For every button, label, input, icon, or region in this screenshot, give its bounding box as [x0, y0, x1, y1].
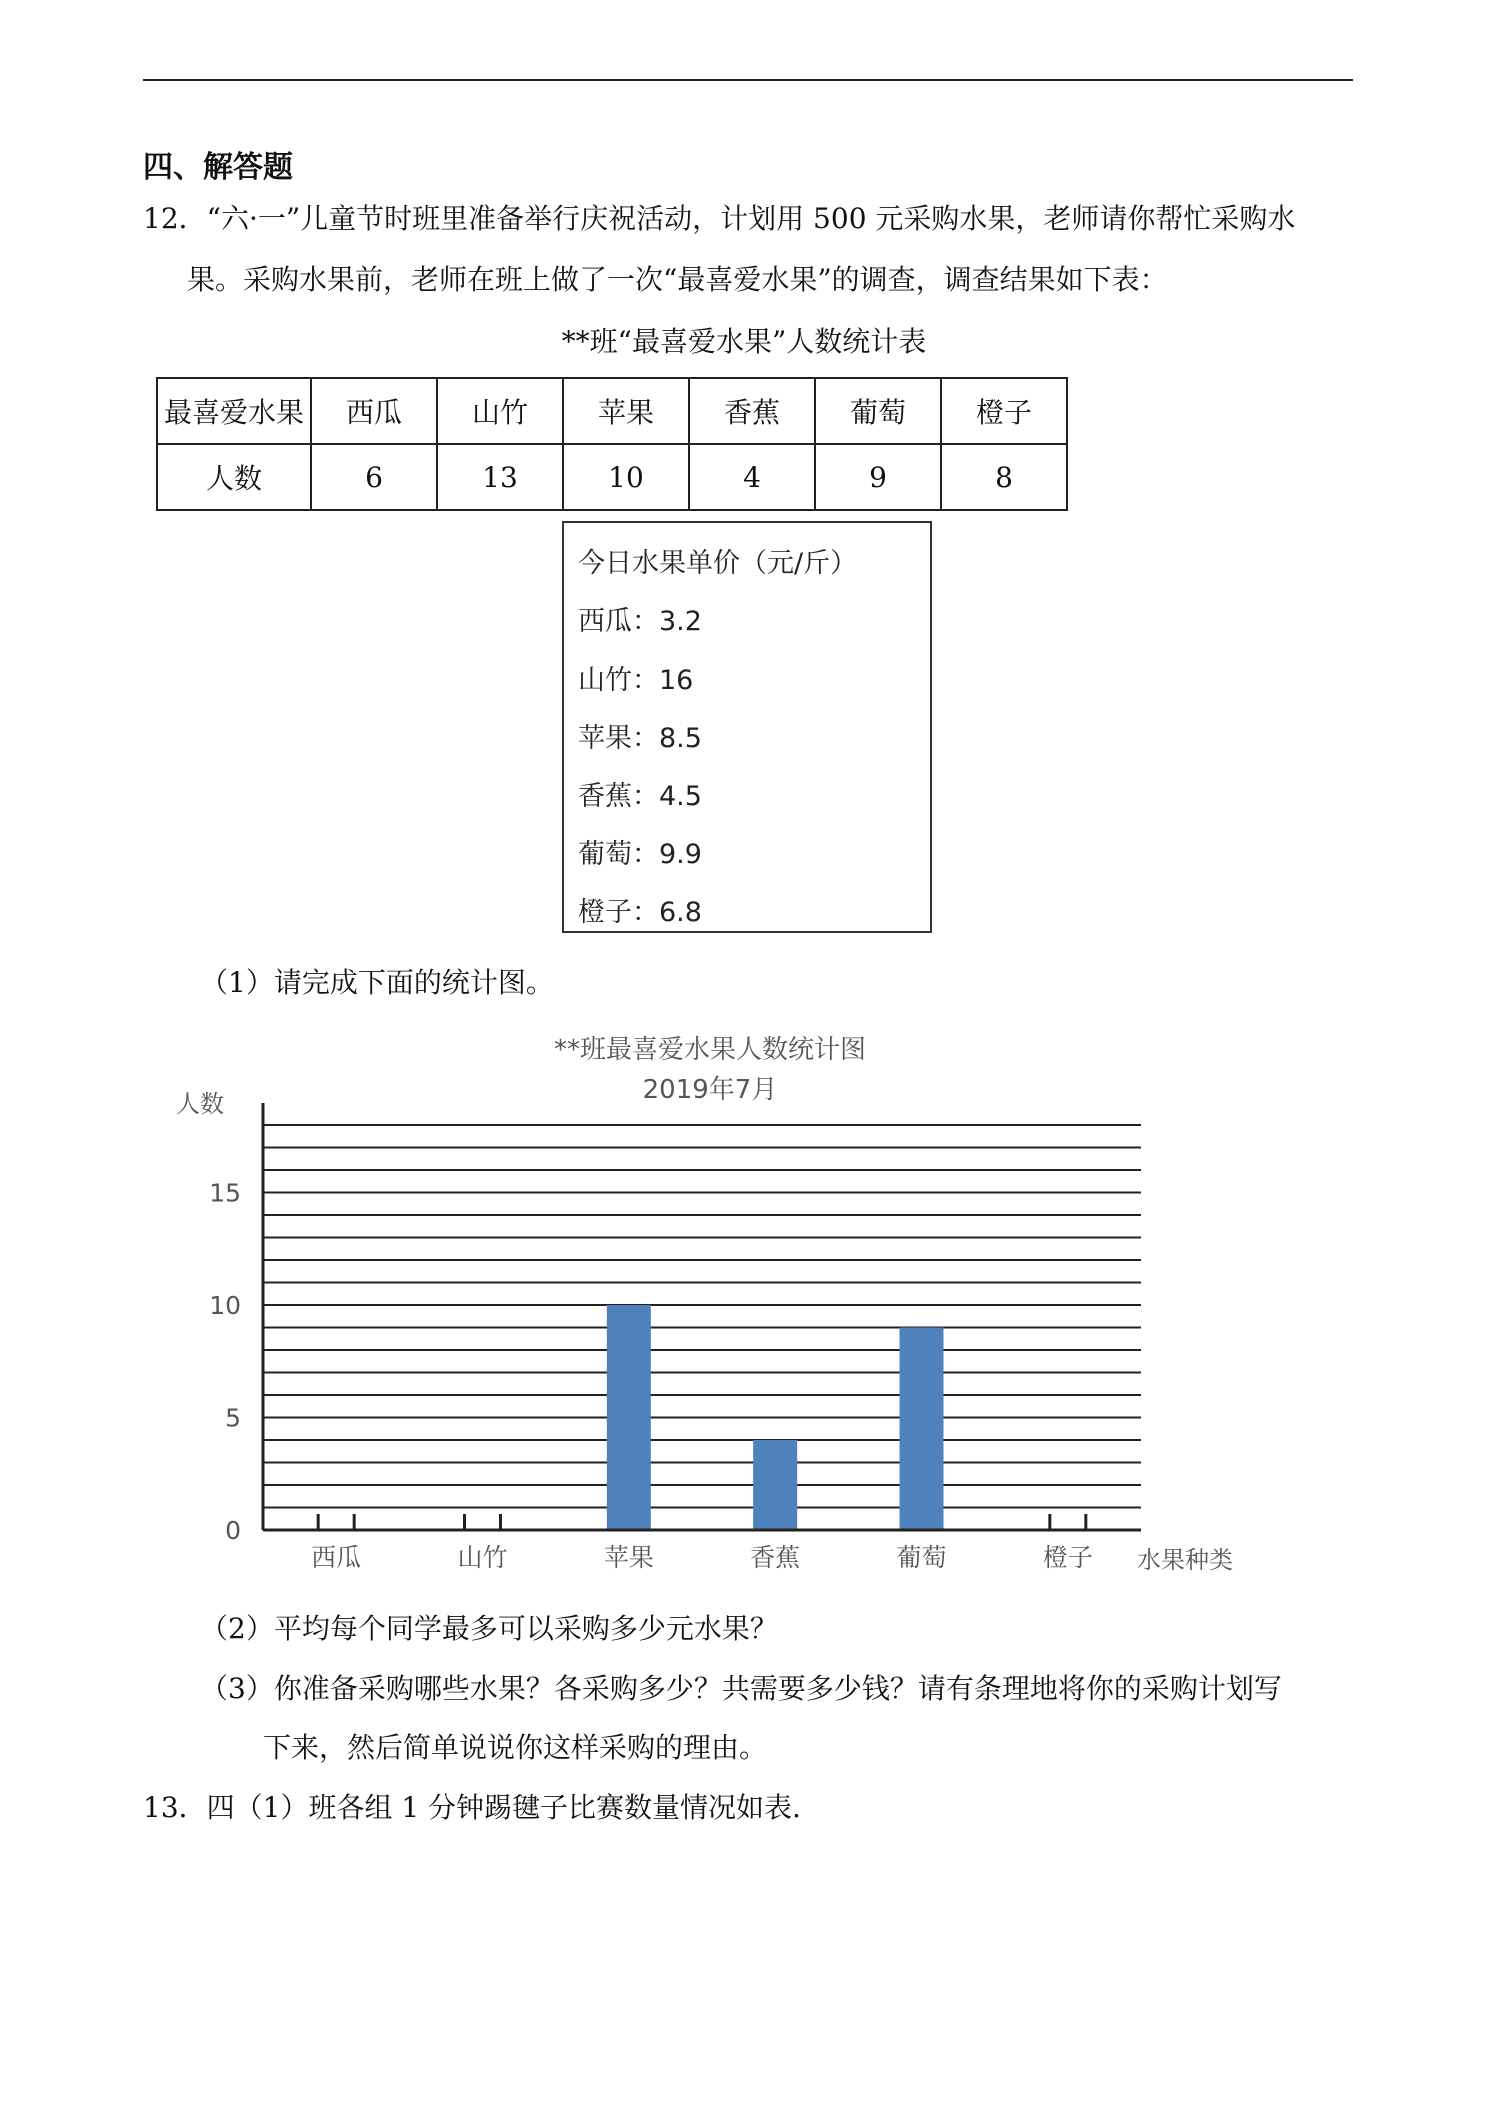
- price-item: 苹果：8.5: [578, 723, 702, 754]
- table-cell: 6: [311, 444, 437, 510]
- sub-question-3-line1: （3）你准备采购哪些水果？各采购多少？共需要多少钱？请有条理地将你的采购计划写: [200, 1672, 1282, 1705]
- x-tick-label: 香蕉: [750, 1543, 801, 1572]
- sub-question-1: （1）请完成下面的统计图。: [200, 966, 554, 999]
- section-title: 四、解答题: [143, 150, 293, 185]
- q12-line1: 12．“六·一”儿童节时班里准备举行庆祝活动，计划用 500 元采购水果，老师请你帮忙采购水: [143, 202, 1296, 235]
- x-tick-label: 葡萄: [896, 1543, 947, 1572]
- price-item: 葡萄：9.9: [578, 839, 702, 870]
- table-cell: 人数: [157, 444, 311, 510]
- table-header-row: [157, 378, 1067, 444]
- top-rule: [143, 79, 1353, 81]
- bar-苹果: [607, 1305, 651, 1530]
- y-tick-label: 0: [225, 1516, 241, 1545]
- table-cell: 橙子: [941, 378, 1067, 444]
- y-tick-label: 15: [209, 1178, 241, 1208]
- fruit-bar-chart: [160, 1030, 1240, 1590]
- table-cell: 10: [563, 444, 689, 510]
- sub-question-3-line2: 下来，然后简单说说你这样采购的理由。: [263, 1731, 768, 1764]
- x-tick-label: 山竹: [457, 1543, 508, 1572]
- table-caption: **班“最喜爱水果”人数统计表: [561, 325, 927, 358]
- x-tick-label: 苹果: [603, 1543, 654, 1572]
- price-item: 山竹：16: [578, 665, 694, 696]
- price-box: [562, 521, 932, 933]
- bar-葡萄: [900, 1328, 944, 1531]
- y-tick-label: 5: [225, 1403, 241, 1433]
- table-cell: 香蕉: [689, 378, 815, 444]
- table-cell: 最喜爱水果: [157, 378, 311, 444]
- table-cell: 苹果: [563, 378, 689, 444]
- table-cell: 葡萄: [815, 378, 941, 444]
- table-cell: 13: [437, 444, 563, 510]
- y-tick-label: 10: [209, 1291, 241, 1320]
- sub-question-2: （2）平均每个同学最多可以采购多少元水果？: [200, 1612, 778, 1645]
- table-cell: 山竹: [437, 378, 563, 444]
- table-cell: 4: [689, 444, 815, 510]
- x-tick-label: 西瓜: [311, 1543, 362, 1572]
- y-axis-label: 人数: [176, 1090, 224, 1118]
- price-box-title: 今日水果单价（元/斤）: [578, 548, 858, 579]
- chart-subtitle: 2019年7月: [642, 1075, 778, 1105]
- table-cell: 西瓜: [311, 378, 437, 444]
- q13-line1: 13．四（1）班各组 1 分钟踢毽子比赛数量情况如表.: [143, 1791, 801, 1824]
- table-cell: 9: [815, 444, 941, 510]
- q12-line2: 果。采购水果前，老师在班上做了一次“最喜爱水果”的调查，调查结果如下表：: [187, 263, 1168, 296]
- price-item: 橙子：6.8: [578, 897, 702, 928]
- fruit-survey-table: [156, 377, 1068, 511]
- price-item: 西瓜：3.2: [578, 606, 702, 637]
- chart-title: **班最喜爱水果人数统计图: [553, 1035, 867, 1065]
- bar-香蕉: [753, 1440, 797, 1530]
- table-data-row: [157, 444, 1067, 510]
- price-item: 香蕉：4.5: [578, 781, 702, 812]
- table-cell: 8: [941, 444, 1067, 510]
- x-axis-label: 水果种类: [1137, 1546, 1233, 1574]
- x-tick-label: 橙子: [1042, 1543, 1093, 1572]
